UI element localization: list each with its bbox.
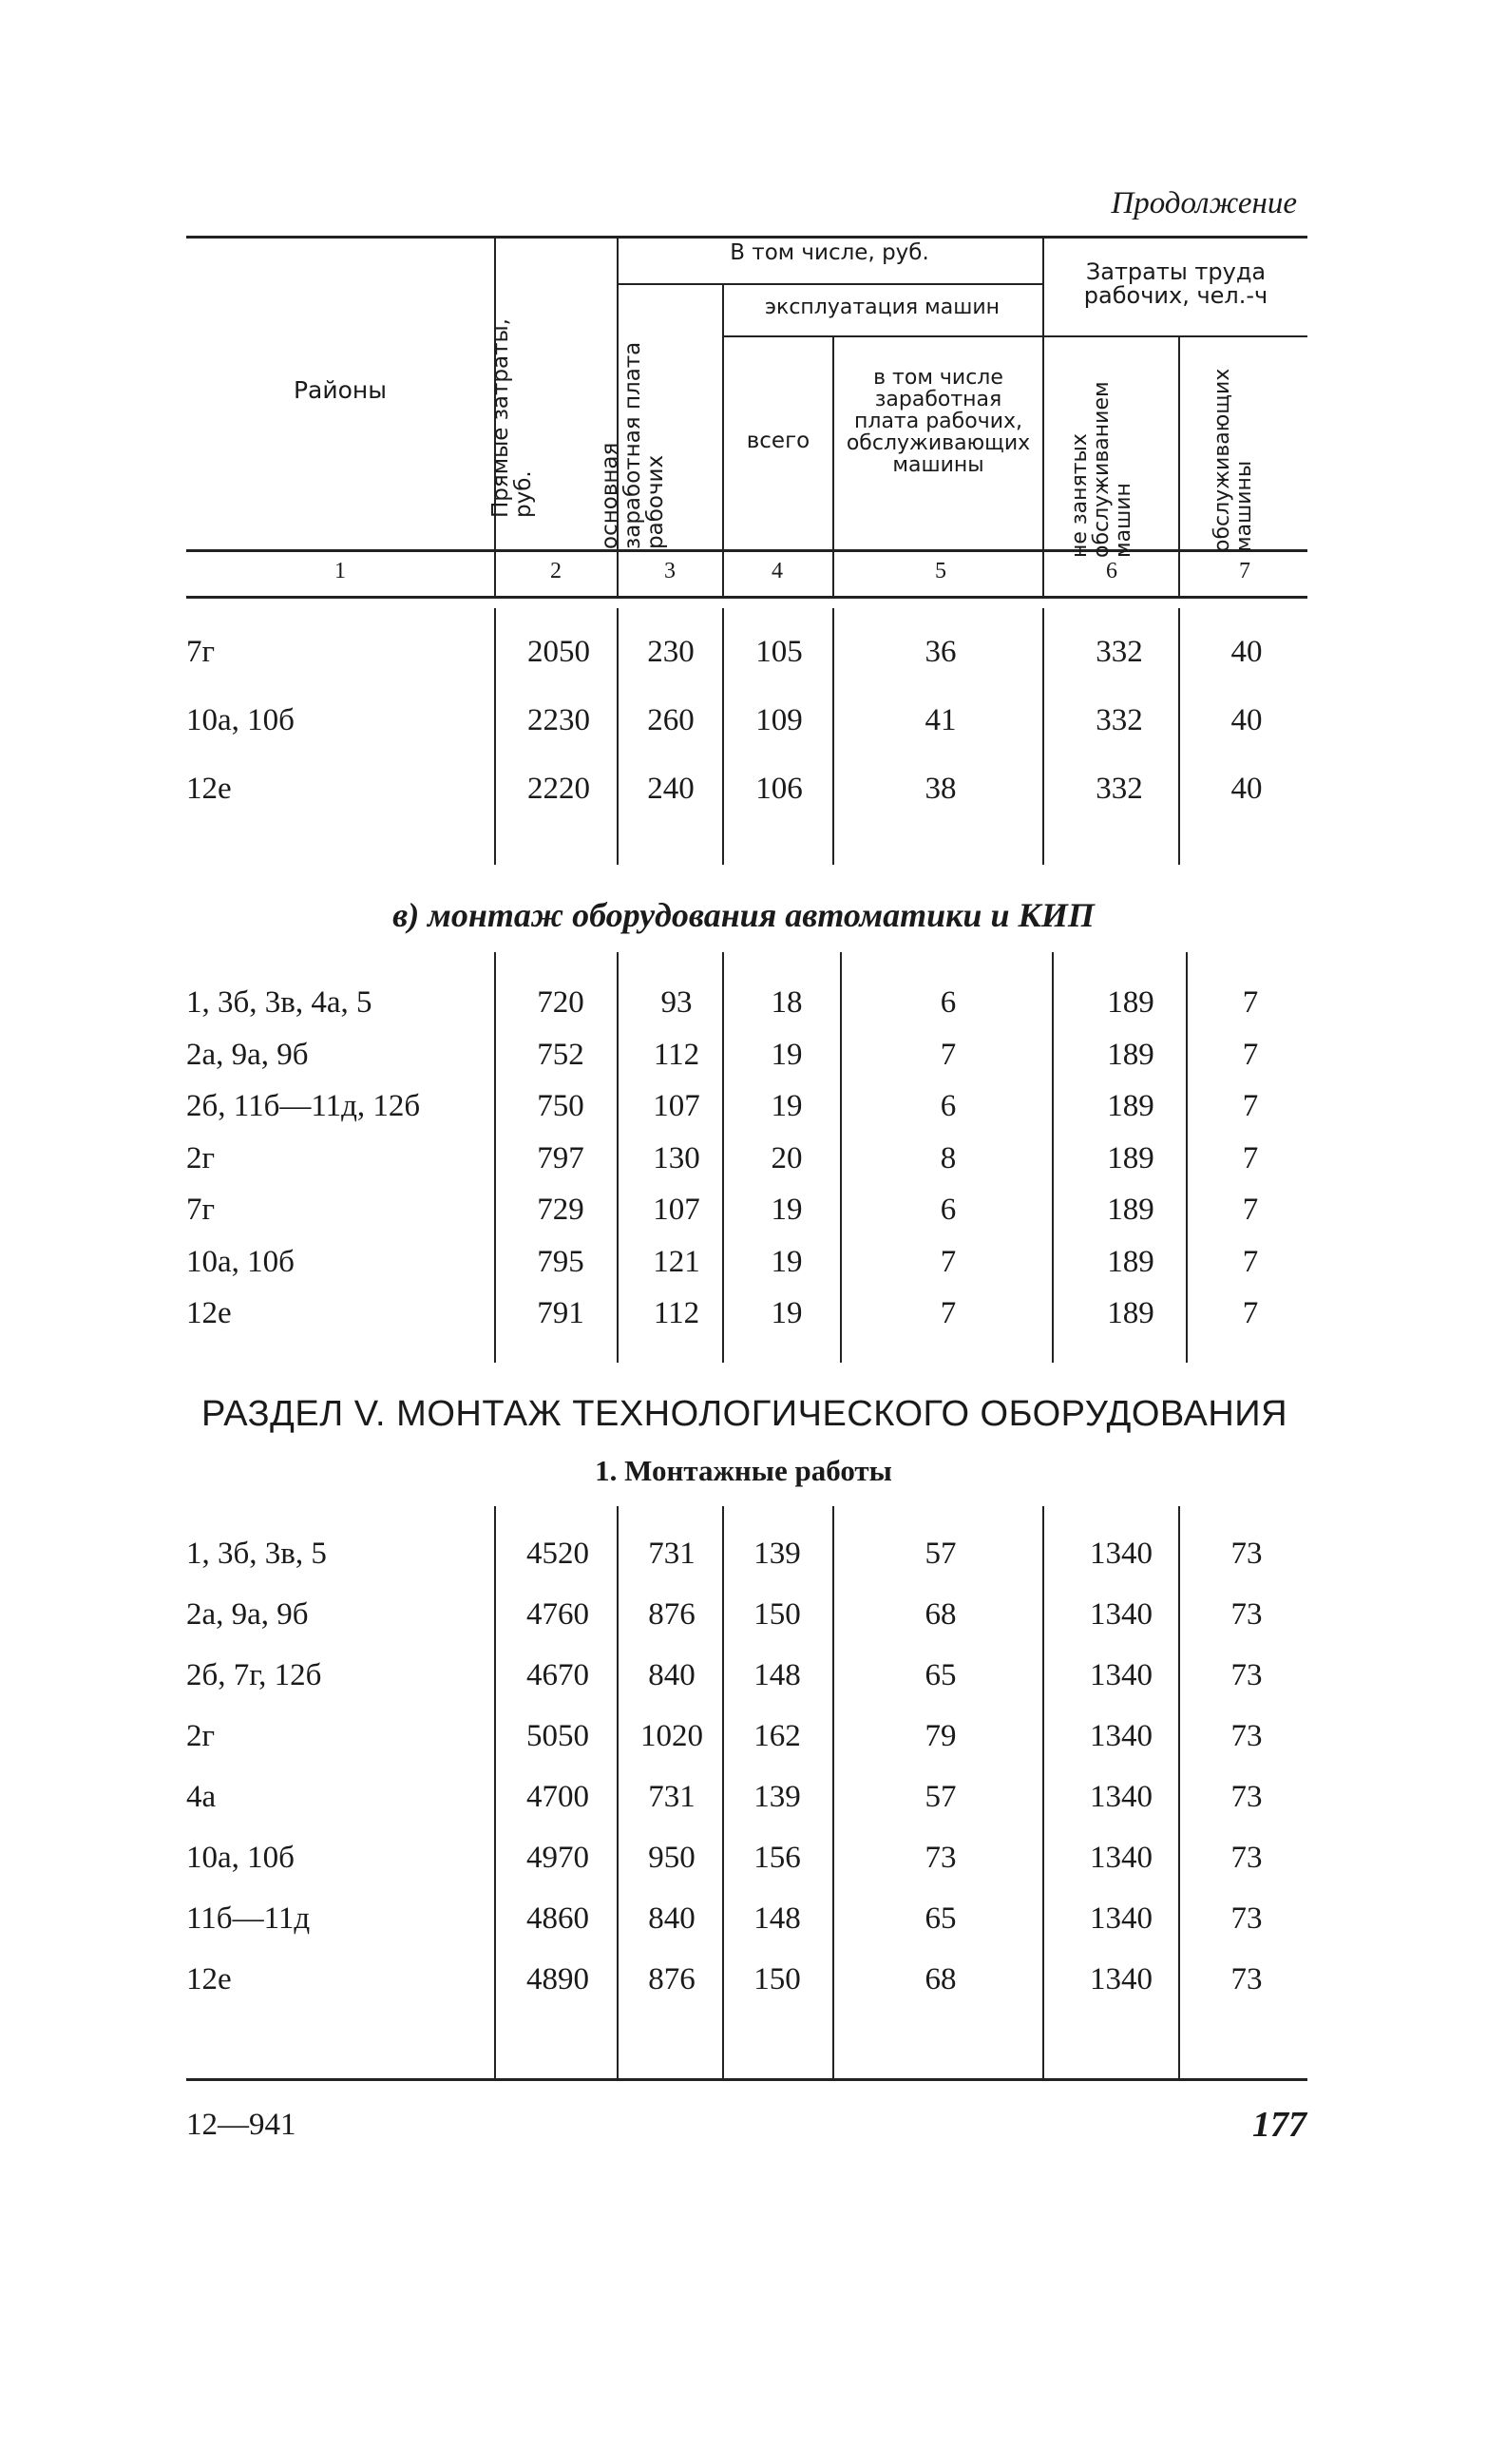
- row-region: 2г: [186, 1719, 216, 1753]
- header-not-serving: не занятых обслуживанием машин: [1068, 381, 1136, 558]
- row-region: 2г: [186, 1140, 216, 1175]
- table-cell: 240: [647, 772, 695, 806]
- table-cell: 57: [925, 1780, 957, 1814]
- header-base-wage: основная заработная плата рабочих: [598, 341, 669, 549]
- table-cell: 7: [1242, 1037, 1259, 1072]
- table-cell: 106: [755, 772, 803, 806]
- column-number: 5: [935, 559, 946, 583]
- table-cell: 7: [940, 1244, 957, 1279]
- column-number: 4: [772, 559, 783, 583]
- table-cell: 4670: [526, 1658, 589, 1692]
- table-cell: 1340: [1090, 1962, 1153, 1996]
- table-cell: 121: [653, 1244, 700, 1279]
- block2-title: в) монтаж оборудования автоматики и КИП: [392, 896, 1095, 934]
- table-cell: 260: [647, 703, 695, 737]
- table-cell: 731: [648, 1780, 696, 1814]
- row-region: 12е: [186, 1962, 232, 1996]
- row-region: 12е: [186, 1296, 232, 1330]
- table-cell: 2220: [527, 772, 590, 806]
- header-rule-labor: [1042, 335, 1307, 337]
- table-cell: 332: [1096, 703, 1143, 737]
- table-cell: 189: [1107, 1089, 1154, 1123]
- table-cell: 162: [753, 1719, 801, 1753]
- table-cell: 73: [925, 1841, 957, 1875]
- table-cell: 7: [940, 1037, 957, 1072]
- table-cell: 7: [1242, 1244, 1259, 1279]
- column-number: 3: [664, 559, 676, 583]
- row-region: 7г: [186, 1193, 216, 1227]
- table-cell: 1020: [640, 1719, 703, 1753]
- table-cell: 38: [925, 772, 957, 806]
- table-cell: 4520: [526, 1537, 589, 1571]
- table-cell: 19: [771, 1296, 803, 1330]
- table-cell: 79: [925, 1719, 957, 1753]
- table-cell: 109: [755, 703, 803, 737]
- table-cell: 7: [1242, 1296, 1259, 1330]
- row-region: 2б, 7г, 12б: [186, 1658, 322, 1692]
- table-cell: 40: [1230, 635, 1263, 669]
- table-cell: 4760: [526, 1597, 589, 1632]
- row-region: 10а, 10б: [186, 1841, 295, 1875]
- row-region: 2а, 9а, 9б: [186, 1597, 309, 1632]
- header-serving: обслуживающих машины: [1211, 368, 1257, 552]
- row-region: 1, 3б, 3в, 4а, 5: [186, 985, 372, 1020]
- table-cell: 148: [753, 1901, 801, 1936]
- table-cell: 876: [648, 1597, 696, 1632]
- table-cell: 73: [1230, 1901, 1263, 1936]
- table-cell: 19: [771, 1193, 803, 1227]
- page-number: 177: [1252, 2105, 1306, 2145]
- table-cell: 107: [653, 1193, 700, 1227]
- table-cell: 332: [1096, 772, 1143, 806]
- table-cell: 150: [753, 1962, 801, 1996]
- table-cell: 139: [753, 1537, 801, 1571]
- table-cell: 19: [771, 1037, 803, 1072]
- table-cell: 57: [925, 1537, 957, 1571]
- header-labor-costs: Затраты труда рабочих, чел.-ч: [1083, 258, 1268, 310]
- table-cell: 73: [1230, 1719, 1263, 1753]
- table-cell: 139: [753, 1780, 801, 1814]
- table-cell: 189: [1107, 1037, 1154, 1072]
- table-cell: 73: [1230, 1537, 1263, 1571]
- block3-divider: [1042, 1506, 1044, 2080]
- row-region: 2а, 9а, 9б: [186, 1037, 309, 1072]
- column-number: 7: [1239, 559, 1250, 583]
- table-cell: 112: [653, 1296, 700, 1330]
- table-cell: 112: [653, 1037, 700, 1072]
- table-cell: 8: [940, 1140, 957, 1175]
- table-cell: 19: [771, 1244, 803, 1279]
- table-cell: 189: [1107, 1244, 1154, 1279]
- block2-divider: [1052, 952, 1054, 1363]
- row-region: 4а: [186, 1780, 217, 1814]
- row-region: 2б, 11б—11д, 12б: [186, 1089, 421, 1123]
- row-region: 11б—11д: [186, 1901, 311, 1936]
- table-cell: 4890: [526, 1962, 589, 1996]
- table-cell: 7: [1242, 1193, 1259, 1227]
- table-cell: 4970: [526, 1841, 589, 1875]
- header-incl-wage: в том числе заработная плата рабочих, обслуживающих машины: [846, 366, 1031, 478]
- table-cell: 73: [1230, 1780, 1263, 1814]
- table-cell: 93: [660, 985, 693, 1020]
- table-cell: 65: [925, 1901, 957, 1936]
- table-cell: 189: [1107, 985, 1154, 1020]
- table-cell: 791: [537, 1296, 584, 1330]
- table-cell: 4700: [526, 1780, 589, 1814]
- header-divider: [1042, 238, 1044, 597]
- row-region: 12е: [186, 772, 232, 806]
- header-regions: Районы: [293, 376, 388, 404]
- row-region: 1, 3б, 3в, 5: [186, 1537, 327, 1571]
- header-machine-operation: эксплуатация машин: [764, 296, 1001, 319]
- table-cell: 40: [1230, 772, 1263, 806]
- table-cell: 150: [753, 1597, 801, 1632]
- table-cell: 105: [755, 635, 803, 669]
- table-cell: 148: [753, 1658, 801, 1692]
- table-cell: 156: [753, 1841, 801, 1875]
- table-cell: 189: [1107, 1140, 1154, 1175]
- section-subtitle: 1. Монтажные работы: [595, 1454, 892, 1487]
- table-cell: 40: [1230, 703, 1263, 737]
- table-cell: 795: [537, 1244, 584, 1279]
- header-divider: [832, 337, 834, 597]
- table-cell: 1340: [1090, 1537, 1153, 1571]
- table-cell: 189: [1107, 1193, 1154, 1227]
- table-cell: 7: [940, 1296, 957, 1330]
- table-cell: 107: [653, 1089, 700, 1123]
- table-cell: 6: [940, 1089, 957, 1123]
- table-cell: 2230: [527, 703, 590, 737]
- printer-signature: 12—941: [186, 2108, 296, 2142]
- table-cell: 5050: [526, 1719, 589, 1753]
- table-cell: 7: [1242, 1089, 1259, 1123]
- column-number: 1: [334, 559, 346, 583]
- table-cell: 6: [940, 985, 957, 1020]
- colnum-bottom-rule: [186, 596, 1307, 599]
- table-cell: 130: [653, 1140, 700, 1175]
- row-region: 10а, 10б: [186, 703, 295, 737]
- header-divider: [1178, 337, 1180, 597]
- table-cell: 36: [925, 635, 957, 669]
- table-cell: 1340: [1090, 1841, 1153, 1875]
- table-cell: 2050: [527, 635, 590, 669]
- table-cell: 230: [647, 635, 695, 669]
- table-cell: 720: [537, 985, 584, 1020]
- table-cell: 20: [771, 1140, 803, 1175]
- header-rule-including: [617, 283, 1042, 285]
- table-cell: 7: [1242, 1140, 1259, 1175]
- table-cell: 1340: [1090, 1658, 1153, 1692]
- table-bottom-rule: [186, 2078, 1307, 2081]
- table-cell: 876: [648, 1962, 696, 1996]
- table-cell: 840: [648, 1658, 696, 1692]
- continuation-label: Продолжение: [1111, 186, 1297, 220]
- table-cell: 18: [771, 985, 803, 1020]
- header-total: всего: [746, 429, 810, 453]
- column-number: 2: [550, 559, 562, 583]
- table-cell: 731: [648, 1537, 696, 1571]
- block1-divider: [1042, 608, 1044, 865]
- table-cell: 750: [537, 1089, 584, 1123]
- table-cell: 68: [925, 1962, 957, 1996]
- header-direct-costs: Прямые затраты, руб.: [488, 318, 537, 518]
- table-cell: 7: [1242, 985, 1259, 1020]
- row-region: 10а, 10б: [186, 1244, 295, 1279]
- table-cell: 1340: [1090, 1719, 1153, 1753]
- table-cell: 950: [648, 1841, 696, 1875]
- table-cell: 41: [925, 703, 957, 737]
- table-cell: 840: [648, 1901, 696, 1936]
- table-cell: 73: [1230, 1597, 1263, 1632]
- table-cell: 4860: [526, 1901, 589, 1936]
- table-top-rule: [186, 236, 1307, 239]
- table-cell: 65: [925, 1658, 957, 1692]
- table-cell: 1340: [1090, 1780, 1153, 1814]
- table-cell: 68: [925, 1597, 957, 1632]
- section-heading: РАЗДЕЛ V. МОНТАЖ ТЕХНОЛОГИЧЕСКОГО ОБОРУДОВАНИЯ: [200, 1394, 1288, 1434]
- table-cell: 73: [1230, 1962, 1263, 1996]
- table-cell: 797: [537, 1140, 584, 1175]
- header-rule-machines: [722, 335, 1042, 337]
- table-cell: 752: [537, 1037, 584, 1072]
- table-cell: 1340: [1090, 1901, 1153, 1936]
- table-cell: 729: [537, 1193, 584, 1227]
- header-including: В том числе, руб.: [730, 240, 929, 265]
- row-region: 7г: [186, 635, 216, 669]
- table-cell: 73: [1230, 1658, 1263, 1692]
- table-cell: 1340: [1090, 1597, 1153, 1632]
- table-cell: 73: [1230, 1841, 1263, 1875]
- table-cell: 332: [1096, 635, 1143, 669]
- table-cell: 189: [1107, 1296, 1154, 1330]
- column-number: 6: [1106, 559, 1117, 583]
- table-cell: 6: [940, 1193, 957, 1227]
- table-cell: 19: [771, 1089, 803, 1123]
